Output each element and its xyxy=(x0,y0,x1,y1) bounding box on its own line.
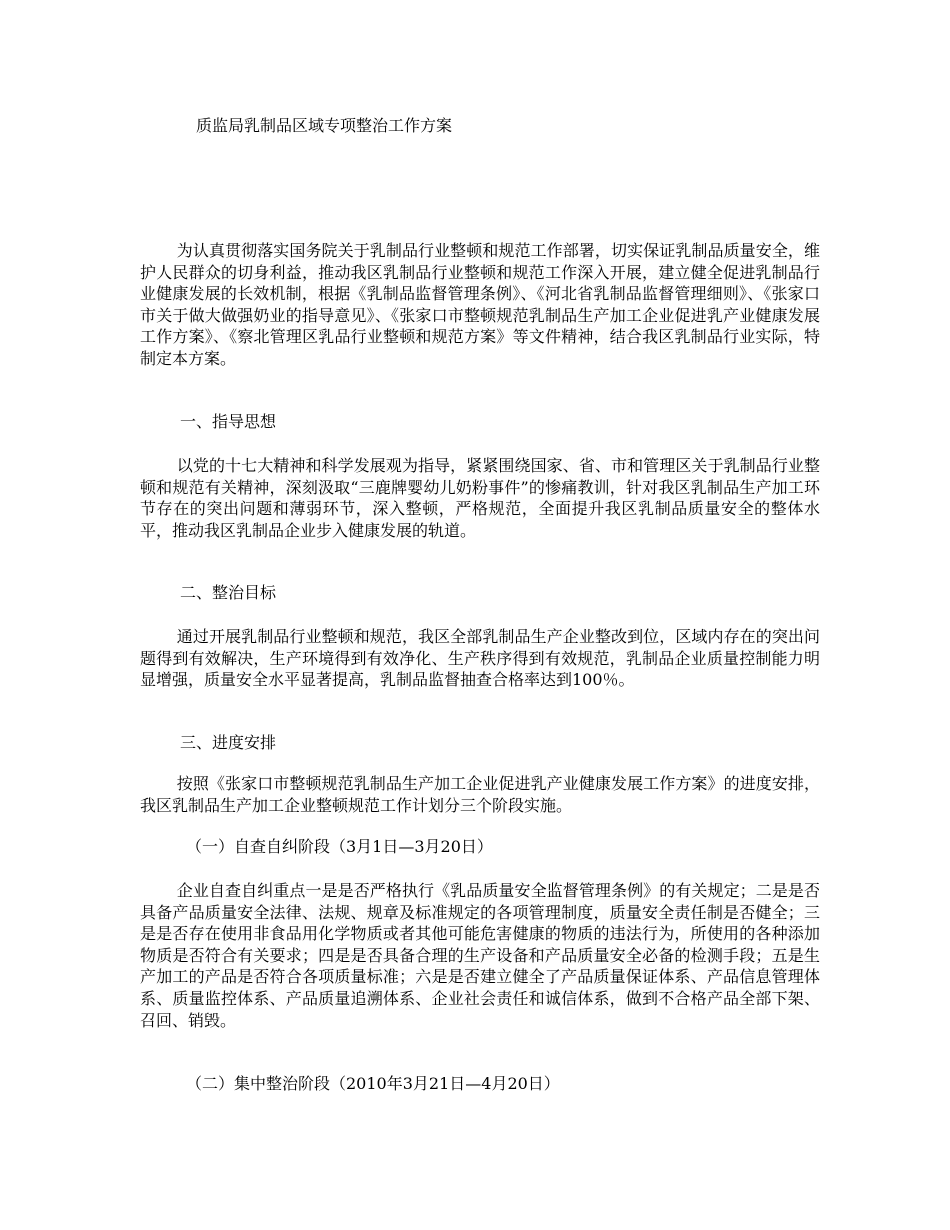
stage-heading-self-check: （一）自查自纠阶段（3月1日—3月20日） xyxy=(186,837,493,856)
section-heading-guiding-thought: 一、指导思想 xyxy=(180,412,277,431)
stage-body-self-check: 企业自查自纠重点一是是否严格执行《乳品质量安全监督管理条例》的有关规定；二是是否具备产品质量安全法律、法规、规章及标准规定的各项管理制度，质量安全责任制是否健全；三是是否存在使用非食品用化学物质或者其他可能危害健康的物质的违法行为，所使用的各种添加物质是否符合有关要求；四是是否具备合理的生产设备和产品质量安全必备的检测手段；五是生产加工的产品是否符合各项质量标准；六是是否建立健全了产品质量保证体系、产品信息管理体系、质量监控体系、产品质量追溯体系、企业社会责任和诚信体系，做到不合格产品全部下架、召回、销毁。 xyxy=(140,881,820,1030)
stage-heading-concentrated-rectification: （二）集中整治阶段（2010年3月21日—4月20日） xyxy=(186,1074,560,1093)
section-heading-goals: 二、整治目标 xyxy=(180,583,277,602)
section-body-goals: 通过开展乳制品行业整顿和规范，我区全部乳制品生产企业整改到位，区域内存在的突出问题得到有效解决，生产环境得到有效净化、生产秩序得到有效规范，乳制品企业质量控制能力明显增强，质量安全水平显著提高，乳制品监督抽查合格率达到100％。 xyxy=(140,627,820,690)
section-heading-schedule: 三、进度安排 xyxy=(180,733,277,752)
intro-paragraph: 为认真贯彻落实国务院关于乳制品行业整顿和规范工作部署，切实保证乳制品质量安全，维护人民群众的切身利益，推动我区乳制品行业整顿和规范工作深入开展，建立健全促进乳制品行业健康发展的长效机制，根据《乳制品监督管理条例》、《河北省乳制品监督管理细则》、《张家口市关于做大做强奶业的指导意见》、《张家口市整顿规范乳制品生产加工企业促进乳产业健康发展工作方案》、《察北管理区乳品行业整顿和规范方案》等文件精神，结合我区乳制品行业实际，特制定本方案。 xyxy=(140,241,820,368)
section-body-schedule: 按照《张家口市整顿规范乳制品生产加工企业促进乳产业健康发展工作方案》的进度安排，我区乳制品生产加工企业整顿规范工作计划分三个阶段实施。 xyxy=(140,774,820,815)
section-body-guiding-thought: 以党的十七大精神和科学发展观为指导，紧紧围绕国家、省、市和管理区关于乳制品行业整顿和规范有关精神，深刻汲取“三鹿牌婴幼儿奶粉事件”的惨痛教训，针对我区乳制品生产加工环节存在的突出问题和薄弱环节，深入整顿，严格规范，全面提升我区乳制品质量安全的整体水平，推动我区乳制品企业步入健康发展的轨道。 xyxy=(140,456,820,540)
document-title: 质监局乳制品区域专项整治工作方案 xyxy=(196,116,453,135)
